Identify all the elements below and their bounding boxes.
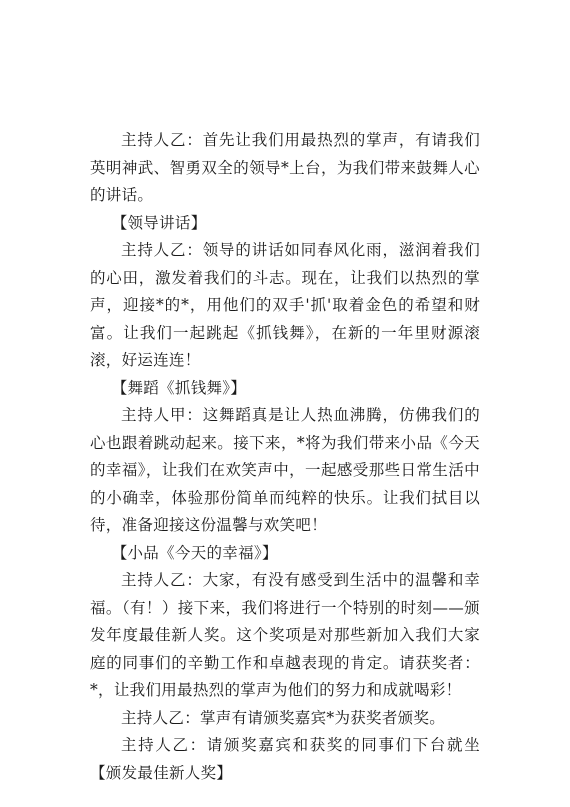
paragraph-host-yi-award-intro: 主持人乙：大家，有没有感受到生活中的温馨和幸福。（有！）接下来，我们将进行一个特别的时刻——颁发年度最佳新人奖。这个奖项是对那些新加入我们大家庭的同事们的辛勤工作和卓越表现的肯定。请获奖者：*，让我们用最热烈的掌声为他们的努力和成就喝彩！: [90, 571, 480, 699]
paragraph-host-jia-skit-intro: 主持人甲：这舞蹈真是让人热血沸腾，仿佛我们的心也跟着跳动起来。接下来，*将为我们带来小品《今天的幸福》，让我们在欢笑声中，一起感受那些日常生活中的小确幸，体验那份简单而纯粹的快乐。让我们拭目以待，准备迎接这份温馨与欢笑吧！: [90, 406, 480, 534]
paragraph-host-yi-presenter: 主持人乙：掌声有请颁奖嘉宾*为获奖者颁奖。: [121, 708, 446, 727]
heading-skit: 【小品《今天的幸福》】: [111, 543, 278, 562]
heading-dance: 【舞蹈《抓钱舞》】: [111, 378, 247, 397]
document-page: [90, 127, 480, 787]
heading-leader-speech: 【领导讲话】: [111, 213, 207, 232]
paragraph-host-yi-closing: 主持人乙：请颁奖嘉宾和获奖的同事们下台就坐【颁发最佳新人奖】: [90, 736, 480, 782]
paragraph-host-yi-intro: 主持人乙：首先让我们用最热烈的掌声，有请我们英明神武、智勇双全的领导*上台，为我们带来鼓舞人心的讲话。: [90, 131, 480, 204]
paragraph-host-yi-dance-intro: 主持人乙：领导的讲话如同春风化雨，滋润着我们的心田，激发着我们的斗志。现在，让我们以热烈的掌声，迎接*的*，用他们的双手'抓'取着金色的希望和财富。让我们一起跳起《抓钱舞》，在新的一年里财源滚滚，好运连连！: [90, 241, 480, 369]
